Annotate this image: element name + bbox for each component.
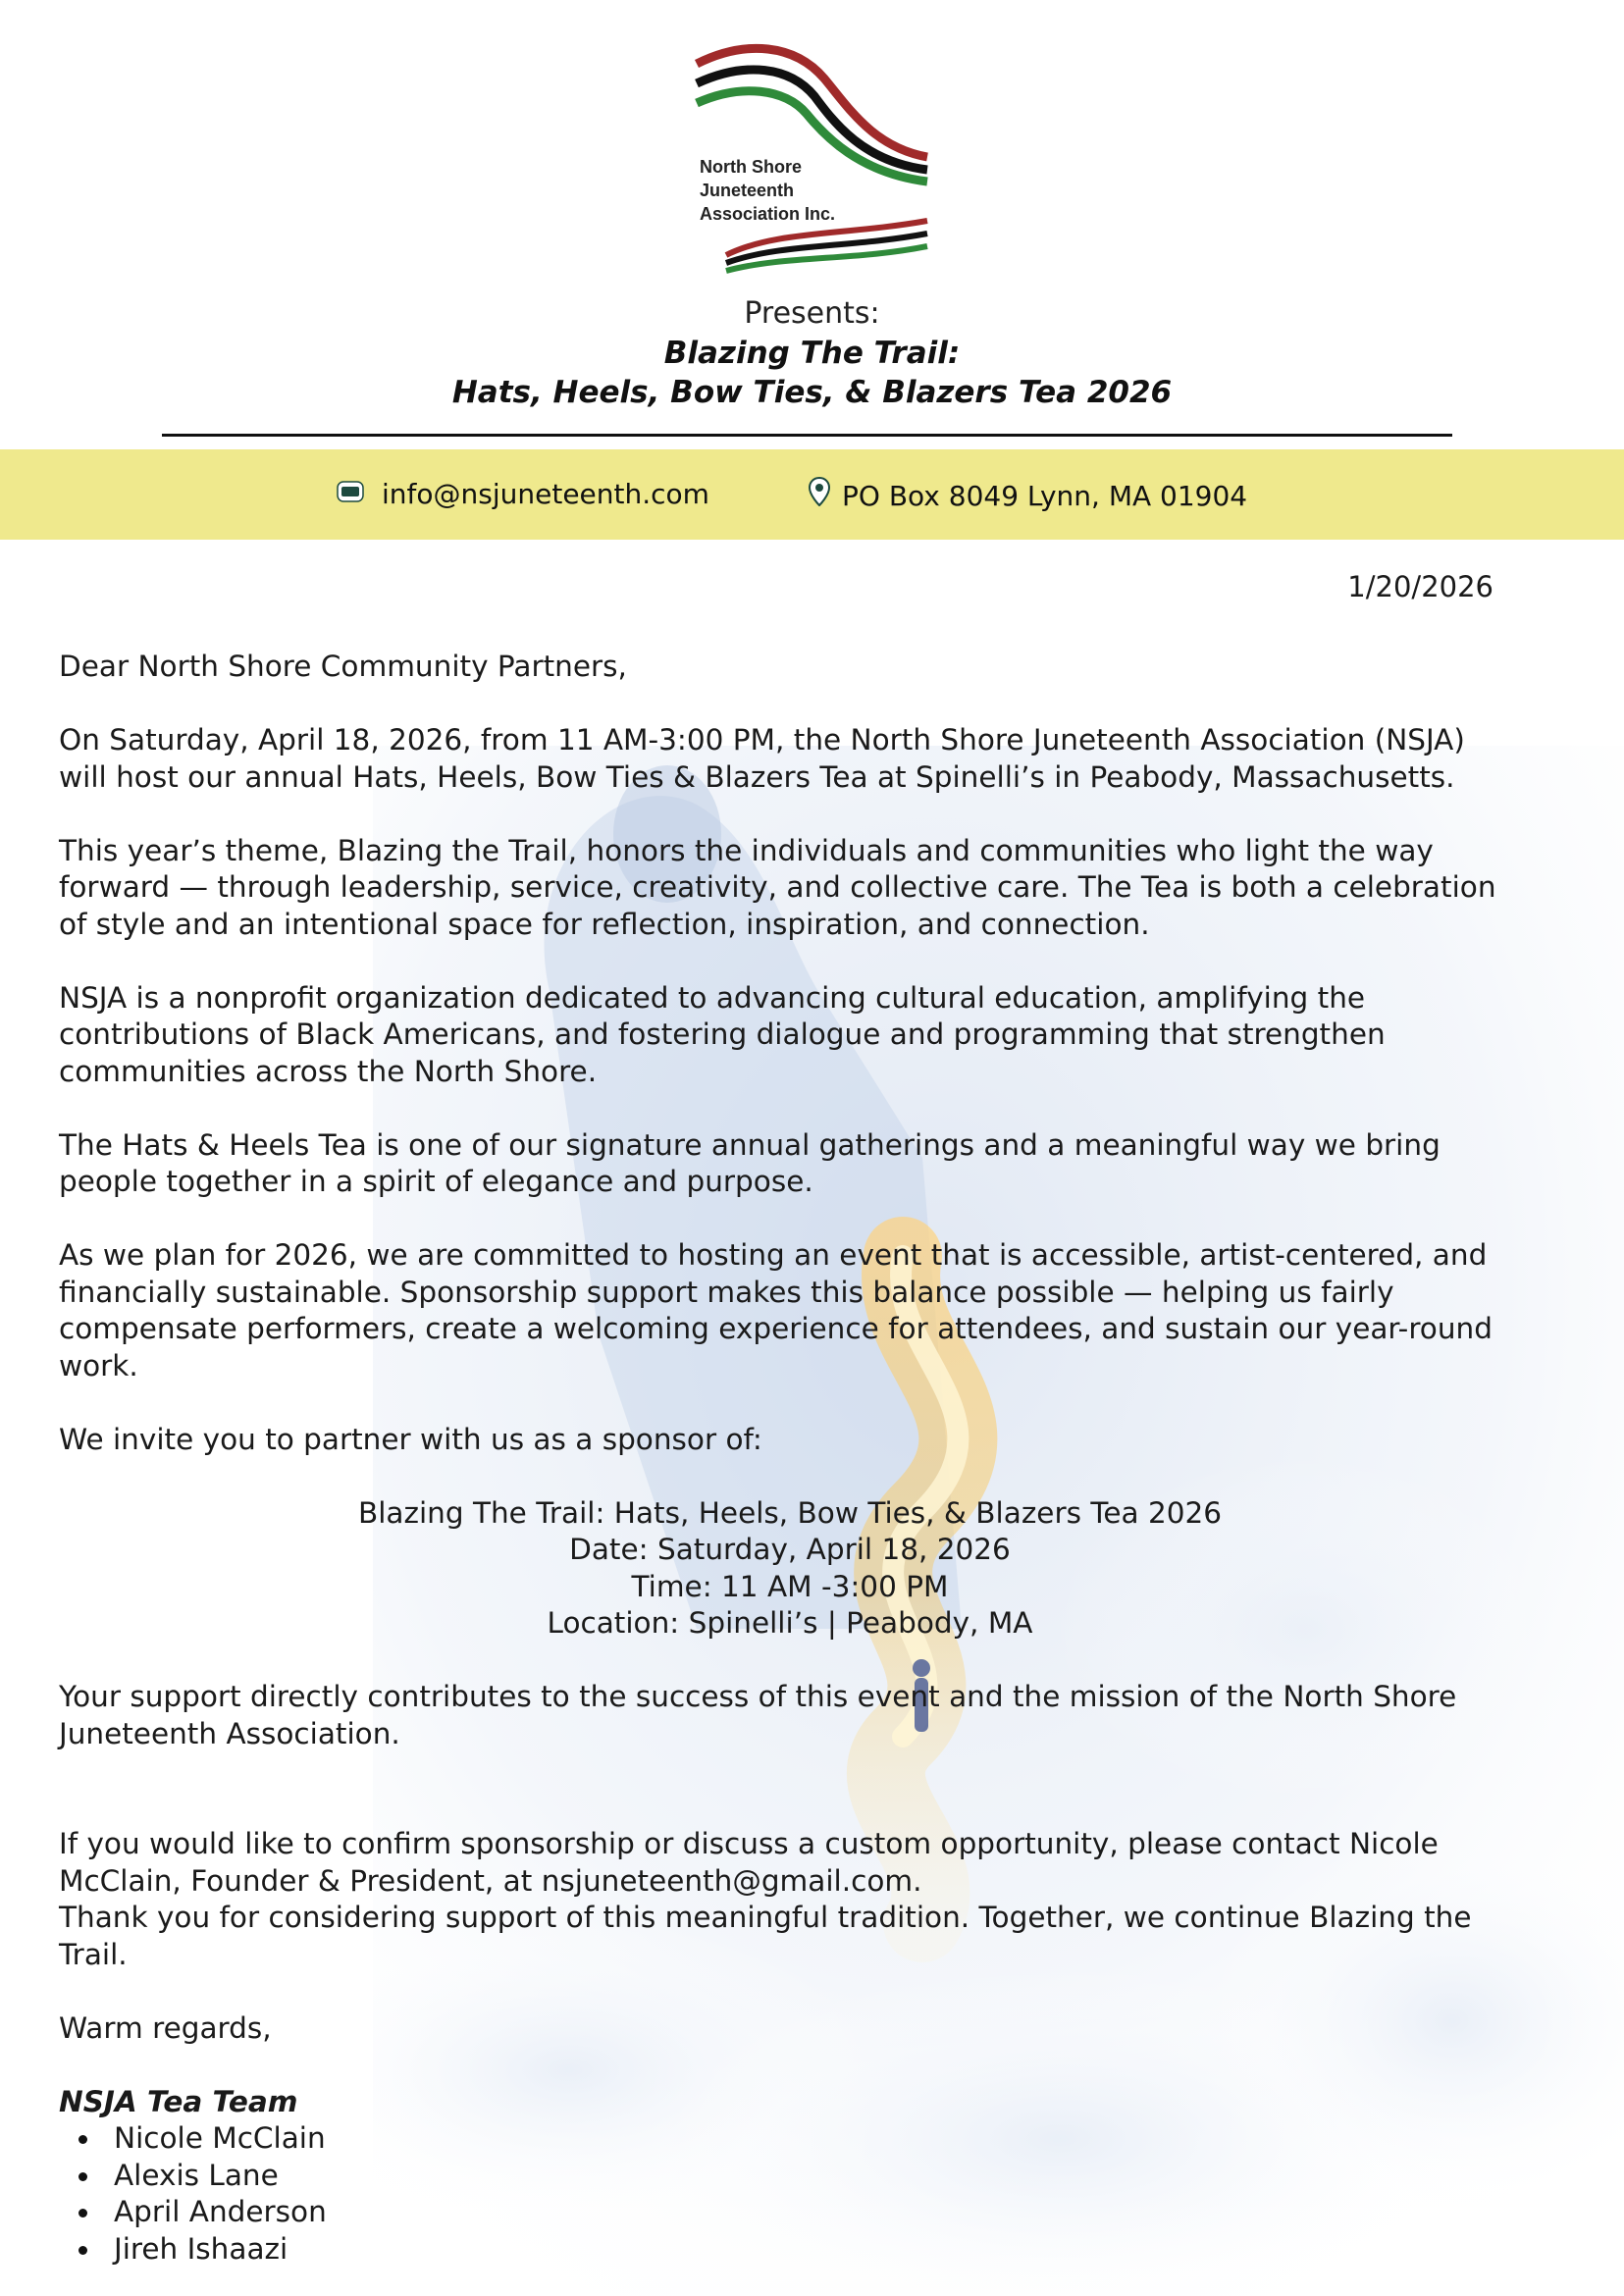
mailing-address: PO Box 8049 Lynn, MA 01904 (842, 479, 1248, 512)
email-icon (337, 477, 364, 512)
event-details (59, 1495, 1521, 1643)
email-contact[interactable] (337, 477, 709, 512)
organization-logo (687, 39, 942, 285)
team-member: April Anderson (59, 2194, 1521, 2231)
contact-bar (0, 449, 1624, 540)
team-title: NSJA Tea Team (59, 2084, 298, 2118)
header-divider (162, 434, 1452, 437)
paragraph-thanks: Thank you for considering support of this meaningful tradition. Together, we continue Blazing the Trail. (59, 1901, 1472, 1971)
presents-label: Presents: (744, 296, 880, 331)
email-address[interactable]: info@nsjuneteenth.com (382, 478, 709, 510)
logo-text: North Shore Juneteenth Association Inc. (700, 157, 836, 224)
event-title-line1: Blazing The Trail: (663, 336, 961, 371)
event-name: Blazing The Trail: Hats, Heels, Bow Ties, & Blazers Tea 2026 (357, 1495, 1223, 1530)
paragraph-invitation: We invite you to partner with us as a sponsor of: (59, 1422, 762, 1456)
letter-body (59, 649, 1521, 2268)
team-member: Jireh Ishaazi (59, 2231, 1521, 2269)
location-pin-icon (809, 477, 830, 515)
event-location: Location: Spinelli’s | Peabody, MA (547, 1606, 1033, 1640)
spacer (59, 1790, 1521, 1827)
paragraph-support: Your support directly contributes to the success of this event and the mission of the North Shore Juneteenth Association. (59, 1680, 1457, 1750)
paragraph-contact: If you would like to confirm sponsorship or discuss a custom opportunity, please contact Nicole McClain, Founder & President, at nsjuneteenth@gmail.com. (59, 1827, 1439, 1898)
address-contact (809, 477, 1247, 515)
event-time: Time: 11 AM -3:00 PM (631, 1569, 949, 1603)
team-list (59, 2120, 1521, 2268)
event-title-line2: Hats, Heels, Bow Ties, & Blazers Tea 2026 (451, 375, 1173, 410)
paragraph-sponsorship-need: As we plan for 2026, we are committed to hosting an event that is accessible, artist-centered, and financially sustainable. Sponsorship support makes this balance possible — helping us fairly compensate performers, create a welcoming experience for attendees, and sustain our year-round work. (59, 1238, 1493, 1383)
letter-header (0, 294, 1624, 412)
paragraph-about-nsja: NSJA is a nonprofit organization dedicated to advancing cultural education, amplifying the contributions of Black Americans, and fostering dialogue and programming that strengthen communities across the North Shore. (59, 980, 1386, 1088)
team-member: Nicole McClain (59, 2120, 1521, 2158)
closing: Warm regards, (59, 2010, 272, 2045)
salutation: Dear North Shore Community Partners, (59, 650, 627, 683)
paragraph-event-intro: On Saturday, April 18, 2026, from 11 AM-3:00 PM, the North Shore Juneteenth Association (NSJA) will host our annual Hats, Heels, Bow Ties & Blazers Tea at Spinelli’s in Peabody, Massachusetts. (59, 723, 1465, 794)
paragraph-signature-gathering: The Hats & Heels Tea is one of our signature annual gatherings and a meaningful way we bring people together in a spirit of elegance and purpose. (59, 1127, 1441, 1198)
team-member: Alexis Lane (59, 2158, 1521, 2195)
paragraph-theme: This year’s theme, Blazing the Trail, honors the individuals and communities who light the way forward — through leadership, service, creativity, and collective care. The Tea is both a celebration of style and an intentional space for reflection, inspiration, and connection. (59, 833, 1496, 941)
letter-date: 1/20/2026 (1347, 570, 1493, 603)
event-date: Date: Saturday, April 18, 2026 (569, 1533, 1011, 1566)
